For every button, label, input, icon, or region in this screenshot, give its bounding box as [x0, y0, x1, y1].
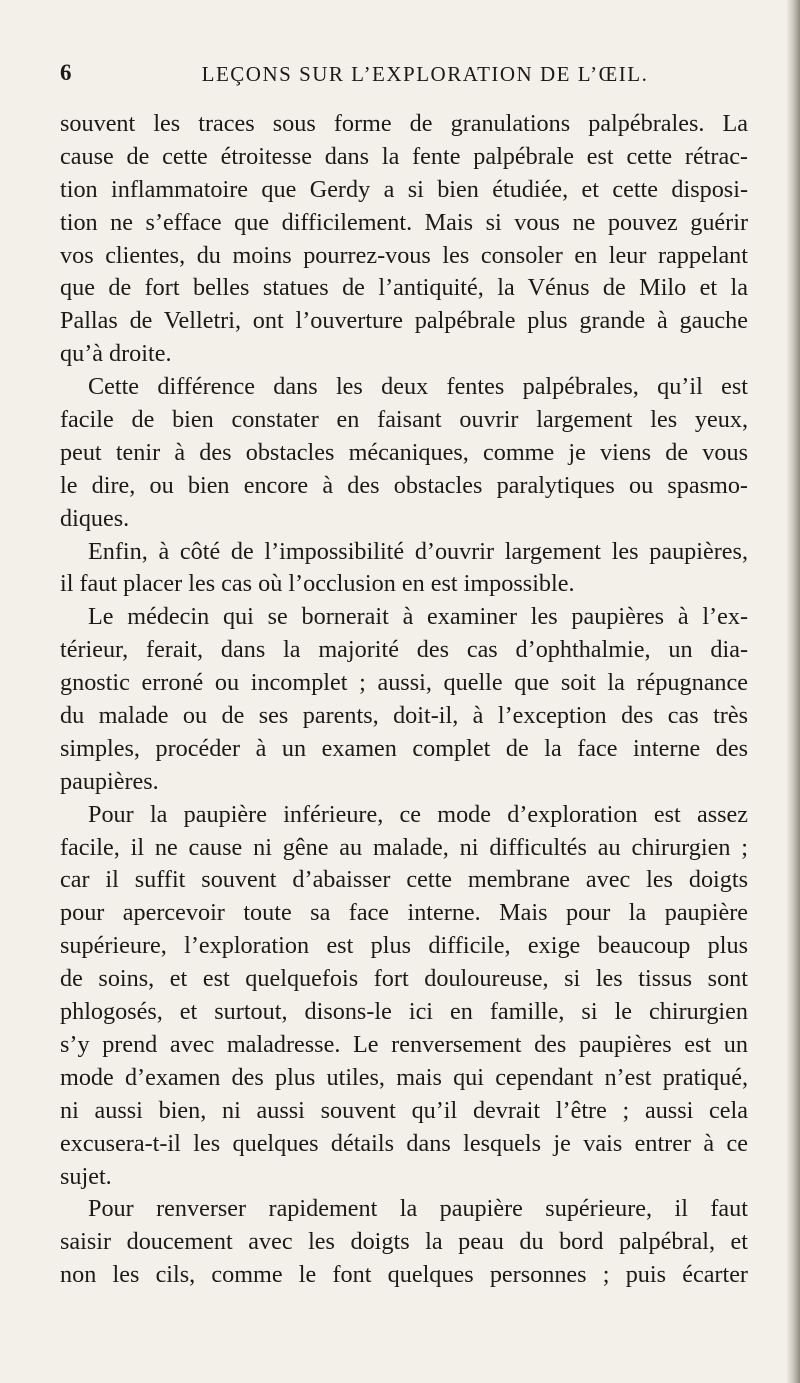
text-line: sujet. [60, 1162, 112, 1190]
text-line: peut tenir à des obstacles mécaniques, comme je viens de vous [60, 438, 748, 466]
text-line: tion ne s’efface que difficilement. Mais si vous ne pouvez guérir [60, 208, 748, 236]
text-line: que de fort belles statues de l’antiquité, la Vénus de Milo et la [60, 274, 748, 302]
text-line: le dire, ou bien encore à des obstacles paralytiques ou spasmo- [60, 471, 748, 499]
text-line: cause de cette étroitesse dans la fente palpébrale est cette rétrac- [60, 142, 748, 170]
text-line: s’y prend avec maladresse. Le renversement des paupières est un [60, 1030, 748, 1058]
text-line: gnostic erroné ou incomplet ; aussi, quelle que soit la répugnance [60, 669, 748, 697]
text-line: Pour la paupière inférieure, ce mode d’exploration est assez [88, 800, 748, 828]
text-line: facile de bien constater en faisant ouvrir largement les yeux, [60, 406, 748, 434]
text-line: excusera-t-il les quelques détails dans lesquels je vais entrer à ce [60, 1129, 748, 1157]
text-line: mode d’examen des plus utiles, mais qui cependant n’est pratiqué, [60, 1063, 748, 1091]
text-line: vos clientes, du moins pourrez-vous les consoler en leur rappelant [60, 241, 748, 269]
text-line: Cette différence dans les deux fentes palpébrales, qu’il est [88, 373, 748, 401]
text-line: Pour renverser rapidement la paupière supérieure, il faut [88, 1195, 748, 1223]
text-line: térieur, ferait, dans la majorité des cas d’ophthalmie, un dia- [60, 636, 748, 664]
text-line: de soins, et est quelquefois fort douloureuse, si les tissus sont [60, 965, 748, 993]
text-line: ni aussi bien, ni aussi souvent qu’il devrait l’être ; aussi cela [60, 1096, 748, 1124]
page-edge-shadow [786, 0, 800, 1383]
text-line: qu’à droite. [60, 340, 172, 368]
text-line: paupières. [60, 767, 159, 795]
text-line: Le médecin qui se bornerait à examiner les paupières à l’ex- [88, 603, 748, 631]
page-number: 6 [60, 60, 72, 85]
text-line: simples, procéder à un examen complet de la face interne des [60, 734, 748, 762]
text-line: il faut placer les cas où l’occlusion en est impossible. [60, 570, 575, 598]
text-line: non les cils, comme le font quelques personnes ; puis écarter [60, 1261, 748, 1289]
text-line: saisir doucement avec les doigts la peau du bord palpébral, et [60, 1228, 748, 1256]
text-line: Pallas de Velletri, ont l’ouverture palpébrale plus grande à gauche [60, 307, 748, 335]
text-line: diques. [60, 504, 130, 532]
text-line: facile, il ne cause ni gêne au malade, ni difficultés au chirurgien ; [60, 833, 748, 861]
text-line: supérieure, l’exploration est plus difficile, exige beaucoup plus [60, 932, 748, 960]
text-line: du malade ou de ses parents, doit-il, à l’exception des cas très [60, 702, 748, 730]
text-line: Enfin, à côté de l’impossibilité d’ouvrir largement les paupières, [88, 537, 748, 565]
text-line: souvent les traces sous forme de granulations palpébrales. La [60, 110, 748, 137]
page-header [60, 60, 750, 96]
text-line: car il suffit souvent d’abaisser cette membrane avec les doigts [60, 866, 748, 894]
text-line: tion inflammatoire que Gerdy a si bien étudiée, et cette disposi- [60, 175, 748, 203]
text-line: pour apercevoir toute sa face interne. Mais pour la paupière [60, 899, 748, 927]
text-line: phlogosés, et surtout, disons-le ici en famille, si le chirurgien [60, 998, 748, 1026]
body-text [60, 108, 748, 1292]
running-title: LEÇONS SUR L’EXPLORATION DE L’ŒIL. [201, 62, 649, 86]
